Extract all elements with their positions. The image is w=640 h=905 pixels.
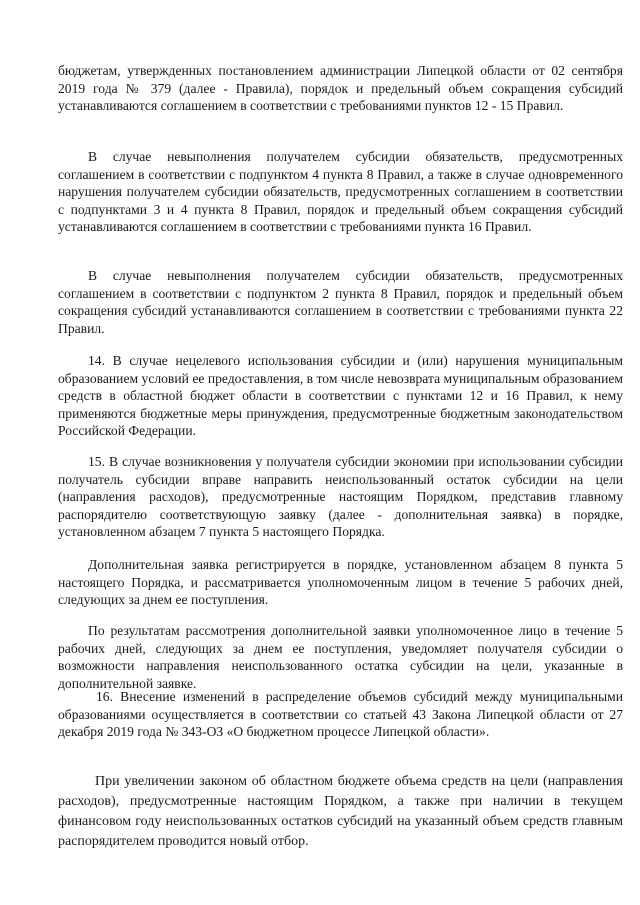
paragraph-obligations-subpoint-2: В случае невыполнения получателем субсидии обязательств, предусмотренных соглашением в соответствии с подпунктом 2 пункта 8 Правил, порядок и предельный объем сокращения субсидий устанавливаются соглашением в соответствии с требованиями пункта 22 Правил. xyxy=(58,268,623,336)
paragraph-review-results: По результатам рассмотрения дополнительной заявки уполномоченное лицо в течение 5 рабочих дней, следующих за днем ее поступления, уведомляет получателя субсидии о возможности направления неиспользованного остатка субсидии на цели, указанные в дополнительной заявке. xyxy=(58,623,623,691)
paragraph-item-14: 14. В случае нецелевого использования субсидии и (или) нарушения муниципальным образованием условий ее предоставления, в том числе невозврата муниципальным образованием средств в областной бюджет области в соответствии с пунктами 12 и 16 Правил, к нему применяются бюджетные меры принуждения, предусмотренные бюджетным законодательством Российской Федерации. xyxy=(58,353,623,438)
paragraph-obligations-subpoint-4: В случае невыполнения получателем субсидии обязательств, предусмотренных соглашением в соответствии с подпунктом 4 пункта 8 Правил, а также в случае одновременного нарушения получателем субсидии обязательств, предусмотренных соглашением в соответствии с подпунктами 3 и 4 пункта 8 Правил, порядок и предельный объем сокращения субсидий устанавливаются соглашением в соответствии с требованиями пункта 16 Правил. xyxy=(58,149,623,234)
paragraph-item-15: 15. В случае возникновения у получателя субсидии экономии при использовании субсидии получатель субсидии вправе направить неиспользованный остаток субсидии на цели (направления расходов), предусмотренные настоящим Порядком, представив главному распорядителю соответствующую заявку (далее - дополнительная заявка) в порядке, установленном абзацем 7 пункта 5 настоящего Порядка. xyxy=(58,454,623,539)
paragraph-item-16: 16. Внесение изменений в распределение объемов субсидий между муниципальными образованиями осуществляется в соответствии со статьей 43 Закона Липецкой области от 27 декабря 2019 года № 343-ОЗ «О бюджетном процессе Липецкой области». xyxy=(58,689,623,739)
paragraph-additional-application-registration: Дополнительная заявка регистрируется в порядке, установленном абзацем 8 пункта 5 настоящего Порядка, и рассматривается уполномоченным лицом в течение 5 рабочих дней, следующих за днем ее поступления. xyxy=(58,557,623,607)
paragraph-rules-reference: бюджетам, утвержденных постановлением администрации Липецкой области от 02 сентября 2019 года № 379 (далее - Правила), порядок и предельный объем сокращения субсидий устанавливаются соглашением в соответствии с требованиями пунктов 12 - 15 Правил. xyxy=(58,63,623,113)
paragraph-new-selection: При увеличении законом об областном бюджете объема средств на цели (направления расходов), предусмотренные настоящим Порядком, а также при наличии в текущем финансовом году неиспользованных остатков субсидий на указанный объем средств главным распорядителем проводится новый отбор. xyxy=(58,774,623,849)
